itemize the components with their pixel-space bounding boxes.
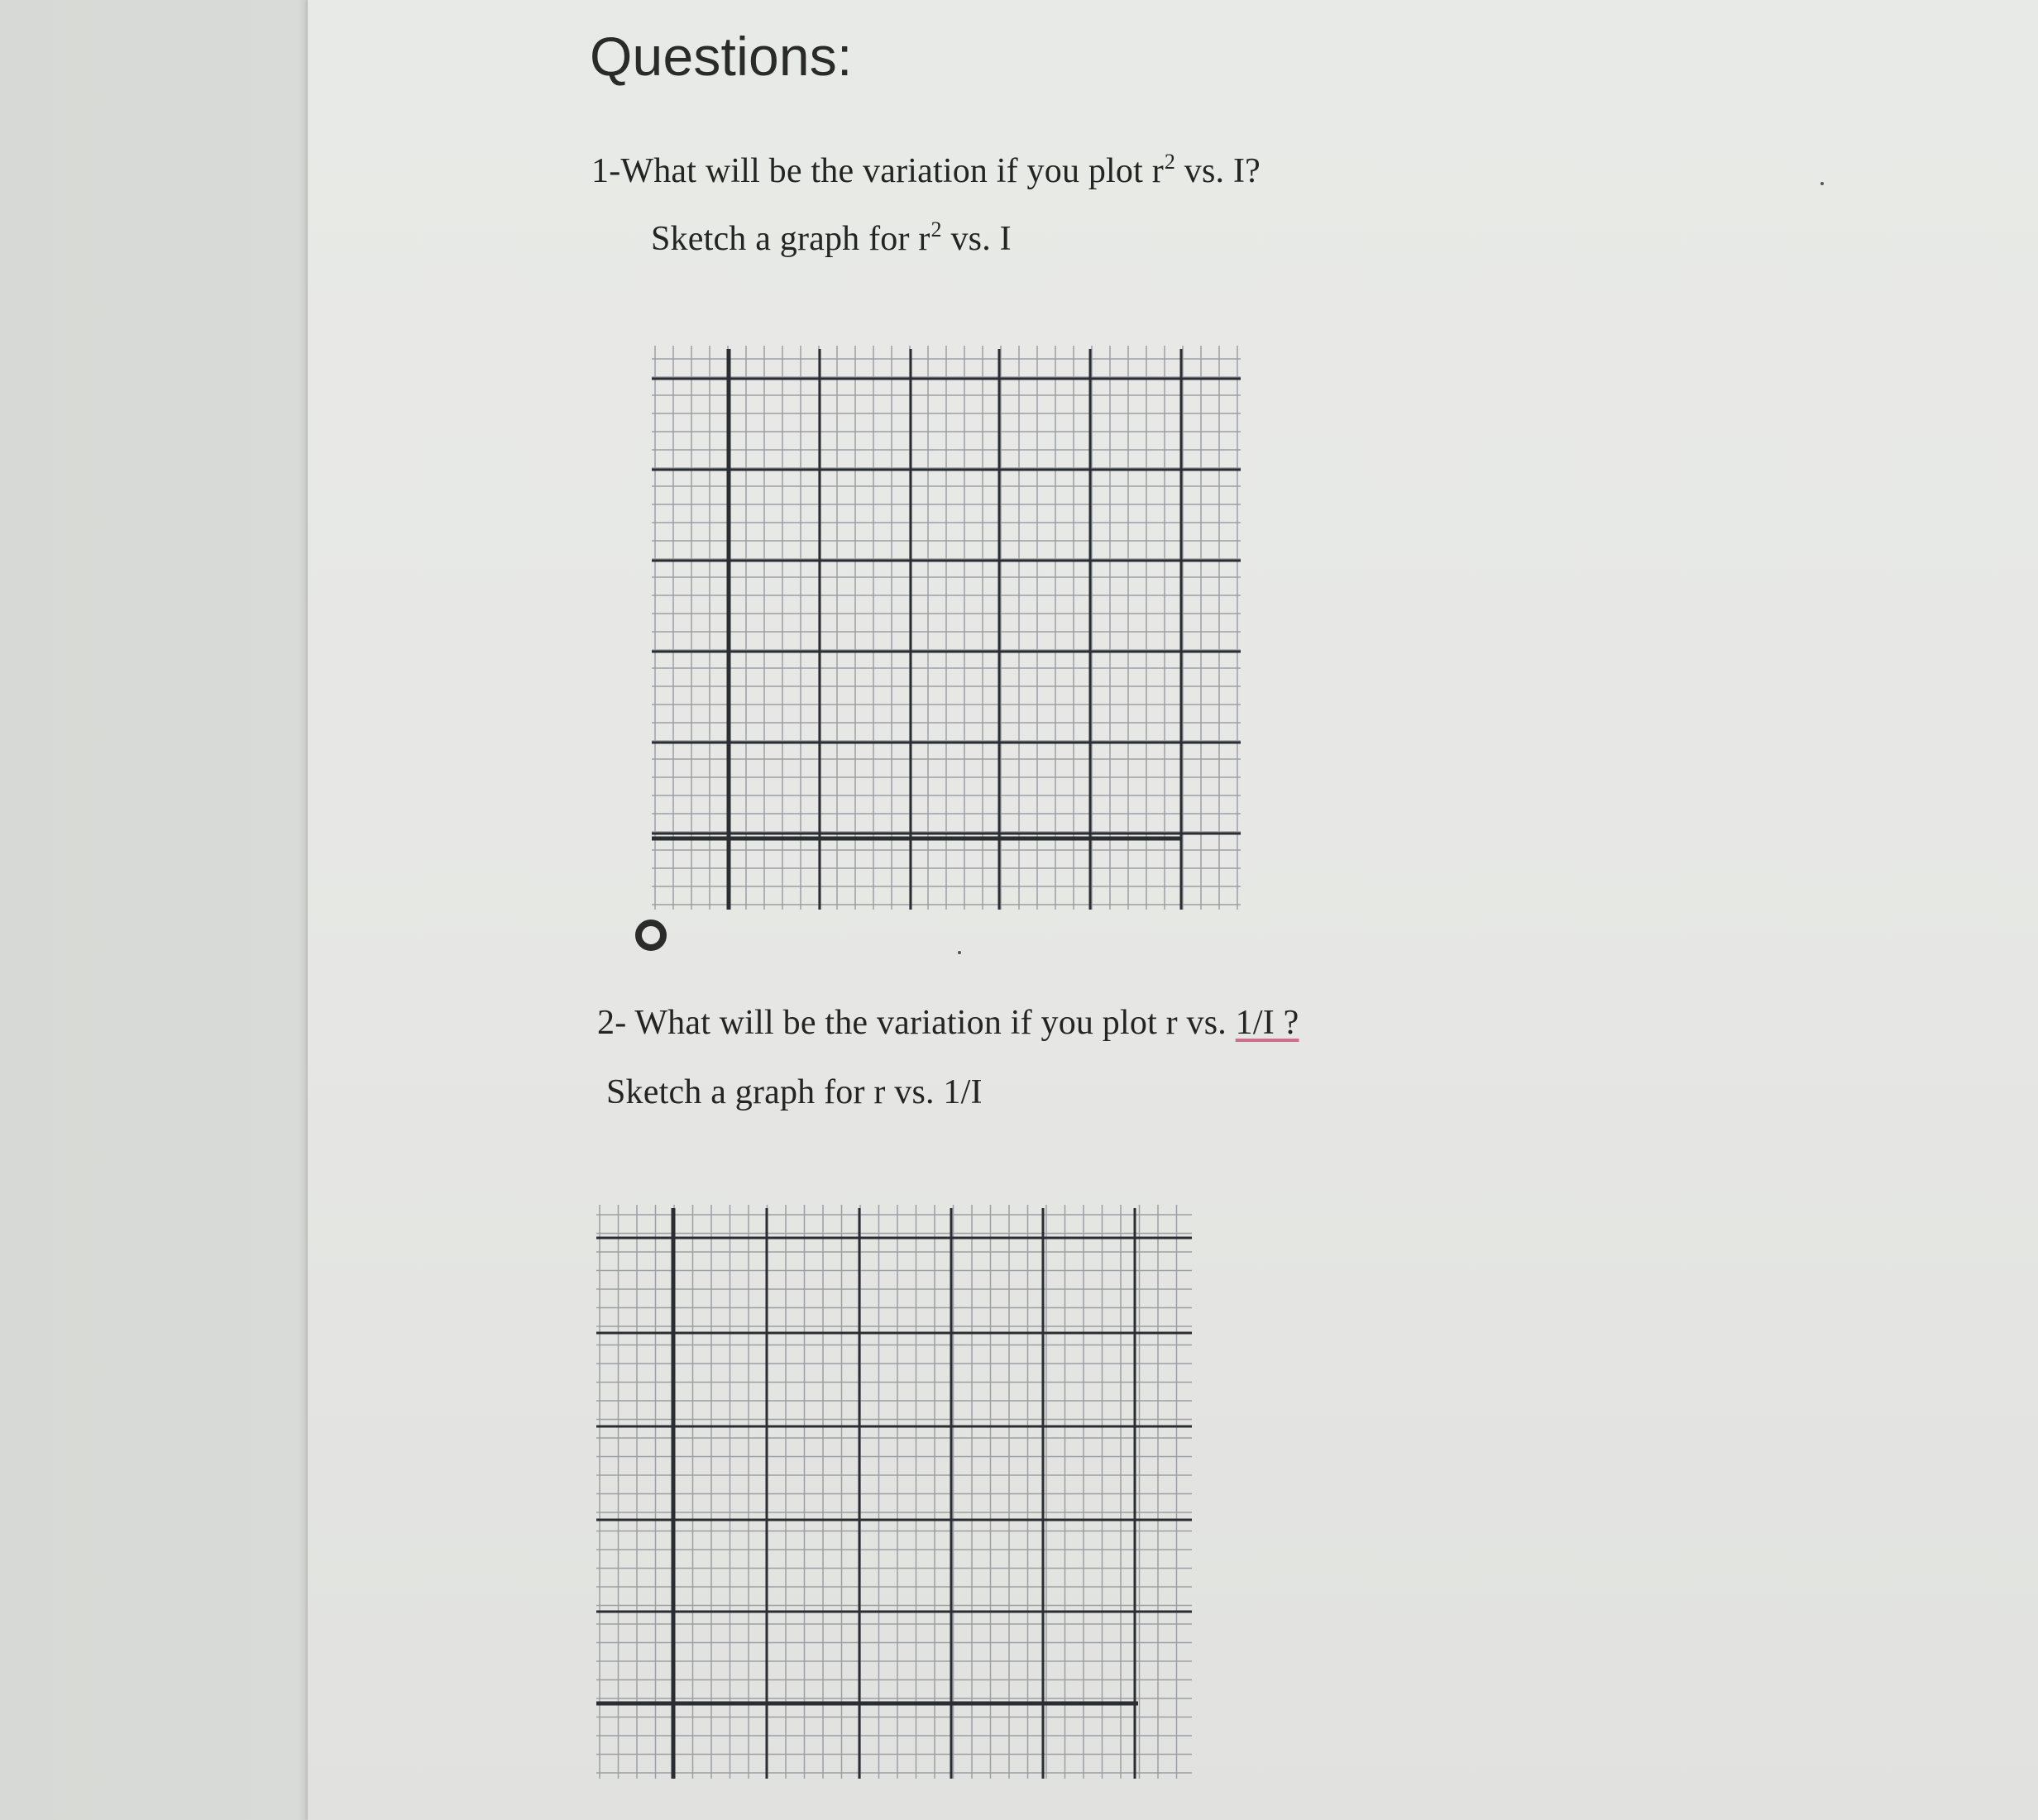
question-1-sketch-start: Sketch a graph for r (651, 220, 930, 258)
question-1-sketch-instruction (651, 219, 1012, 259)
question-1-prompt (591, 151, 1261, 191)
radio-circle-mark (635, 920, 667, 951)
question-2-sketch-instruction: Sketch a graph for r vs. 1/I (606, 1073, 983, 1111)
question-1-text-start: 1-What will be the variation if you plot r (591, 152, 1164, 190)
question-2-prompt (597, 1003, 1299, 1043)
question-2-marked-text: 1/I ? (1235, 1004, 1299, 1042)
paper-speck (958, 951, 961, 954)
question-1-superscript: 2 (1164, 150, 1176, 174)
question-1-sketch-end: vs. I (941, 220, 1012, 258)
question-1-text-end: vs. I? (1175, 152, 1261, 190)
graph-paper-2 (596, 1205, 1192, 1779)
question-2-text: 2- What will be the variation if you plot r vs. (597, 1004, 1236, 1042)
question-1-sketch-superscript: 2 (930, 217, 942, 241)
graph-paper-1 (652, 346, 1241, 910)
page-heading: Questions: (590, 26, 853, 87)
paper-speck (1820, 182, 1824, 185)
